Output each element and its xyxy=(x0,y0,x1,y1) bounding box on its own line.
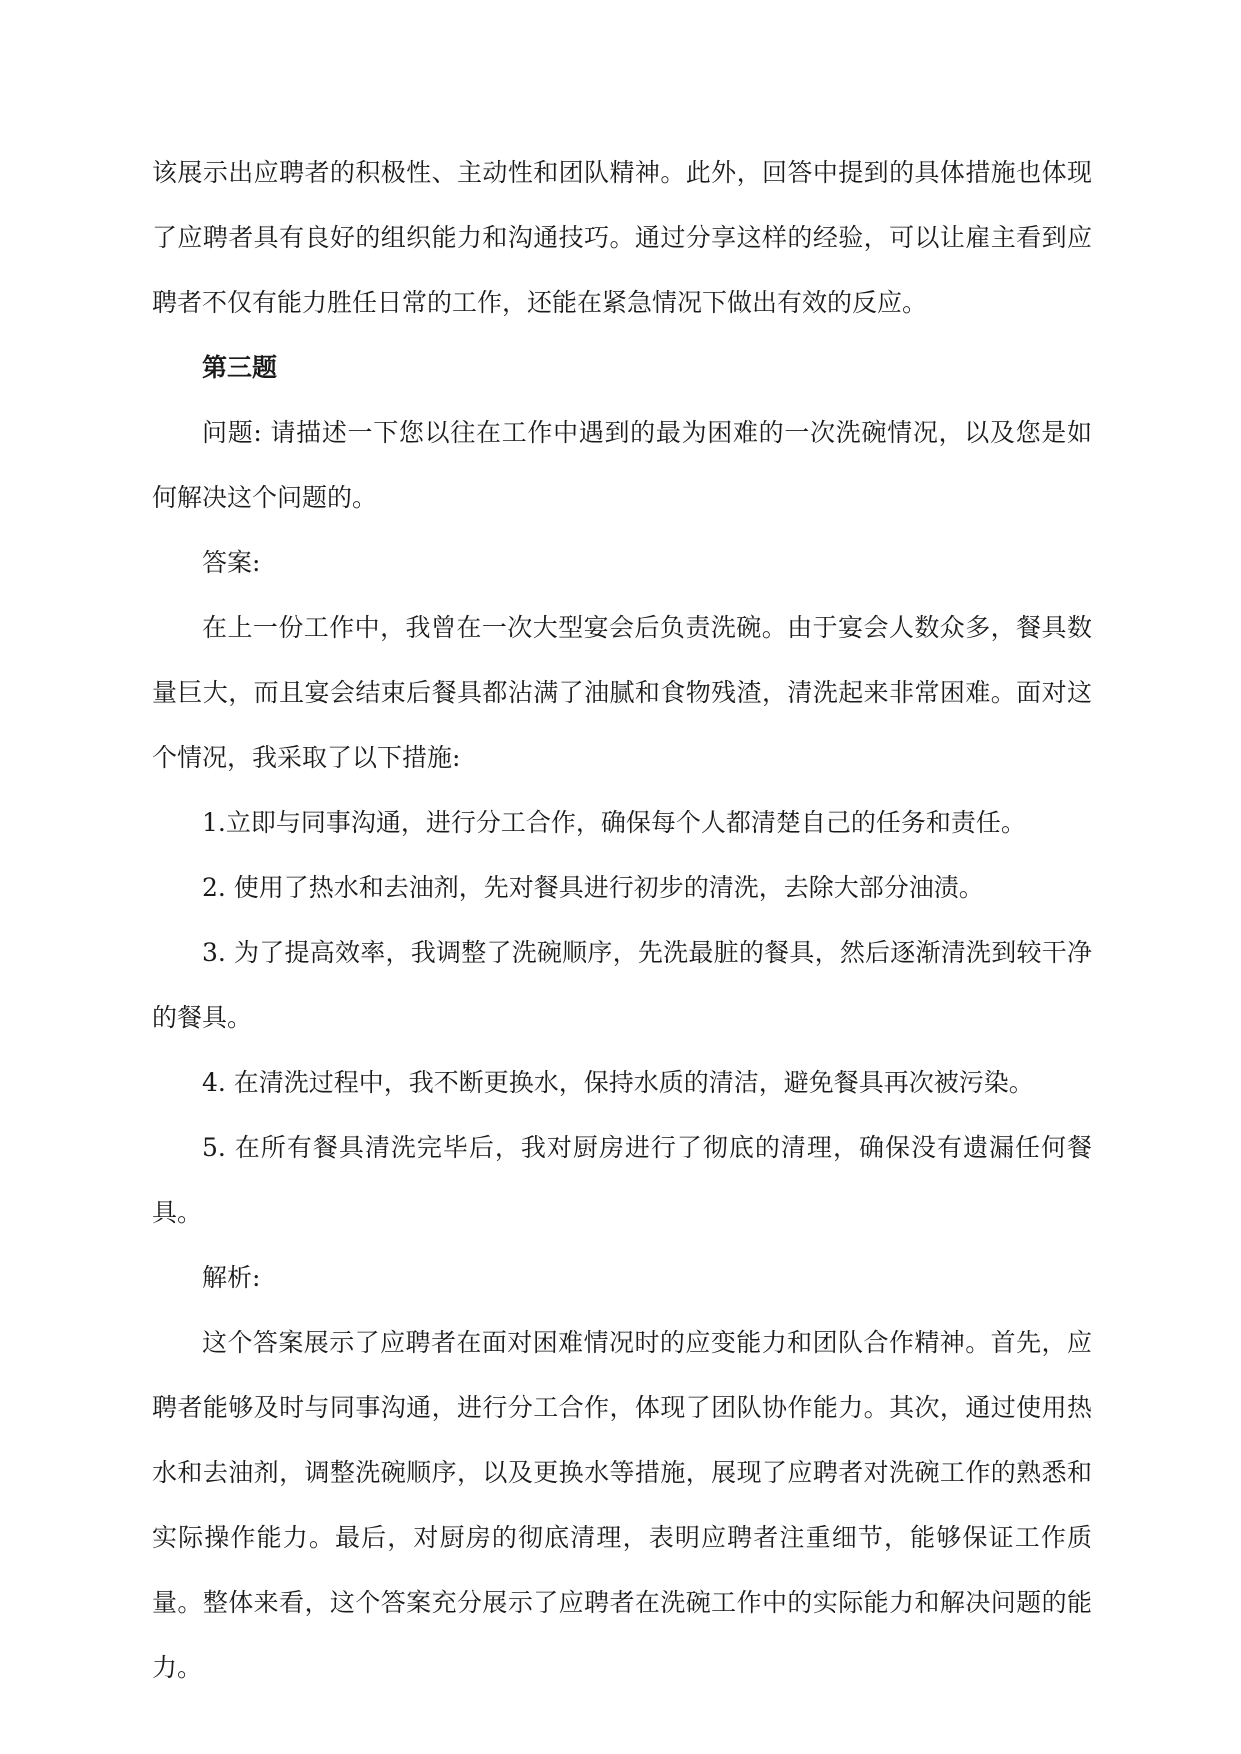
paragraph-continuation: 该展示出应聘者的积极性、主动性和团队精神。此外，回答中提到的具体措施也体现了应聘者具有良好的组织能力和沟通技巧。通过分享这样的经验，可以让雇主看到应聘者不仅有能力胜任日常的工作，还能在紧急情况下做出有效的反应。 xyxy=(152,158,1092,317)
document-body xyxy=(152,140,1092,1700)
answer-paragraph: 在上一份工作中，我曾在一次大型宴会后负责洗碗。由于宴会人数众多，餐具数量巨大，而且宴会结束后餐具都沾满了油腻和食物残渣，清洗起来非常困难。面对这个情况，我采取了以下措施: xyxy=(152,613,1092,772)
analysis-paragraph: 这个答案展示了应聘者在面对困难情况时的应变能力和团队合作精神。首先，应聘者能够及时与同事沟通，进行分工合作，体现了团队协作能力。其次，通过使用热水和去油剂，调整洗碗顺序，以及更换水等措施，展现了应聘者对洗碗工作的熟悉和实际操作能力。最后，对厨房的彻底清理，表明应聘者注重细节，能够保证工作质量。整体来看，这个答案充分展示了应聘者在洗碗工作中的实际能力和解决问题的能力。 xyxy=(152,1328,1092,1682)
list-item: 1.立即与同事沟通，进行分工合作，确保每个人都清楚自己的任务和责任。 xyxy=(202,808,1026,837)
question-paragraph: 问题: 请描述一下您以往在工作中遇到的最为困难的一次洗碗情况，以及您是如何解决这个问题的。 xyxy=(152,418,1092,512)
section-heading: 第三题 xyxy=(202,353,278,382)
analysis-label: 解析: xyxy=(202,1263,261,1292)
list-item: 4. 在清洗过程中，我不断更换水，保持水质的清洁，避免餐具再次被污染。 xyxy=(202,1068,1034,1097)
answer-label: 答案: xyxy=(202,548,261,577)
list-item: 5. 在所有餐具清洗完毕后，我对厨房进行了彻底的清理，确保没有遗漏任何餐具。 xyxy=(152,1133,1092,1227)
list-item: 2. 使用了热水和去油剂，先对餐具进行初步的清洗，去除大部分油渍。 xyxy=(202,873,984,902)
list-item: 3. 为了提高效率，我调整了洗碗顺序，先洗最脏的餐具，然后逐渐清洗到较干净的餐具。 xyxy=(152,938,1092,1032)
